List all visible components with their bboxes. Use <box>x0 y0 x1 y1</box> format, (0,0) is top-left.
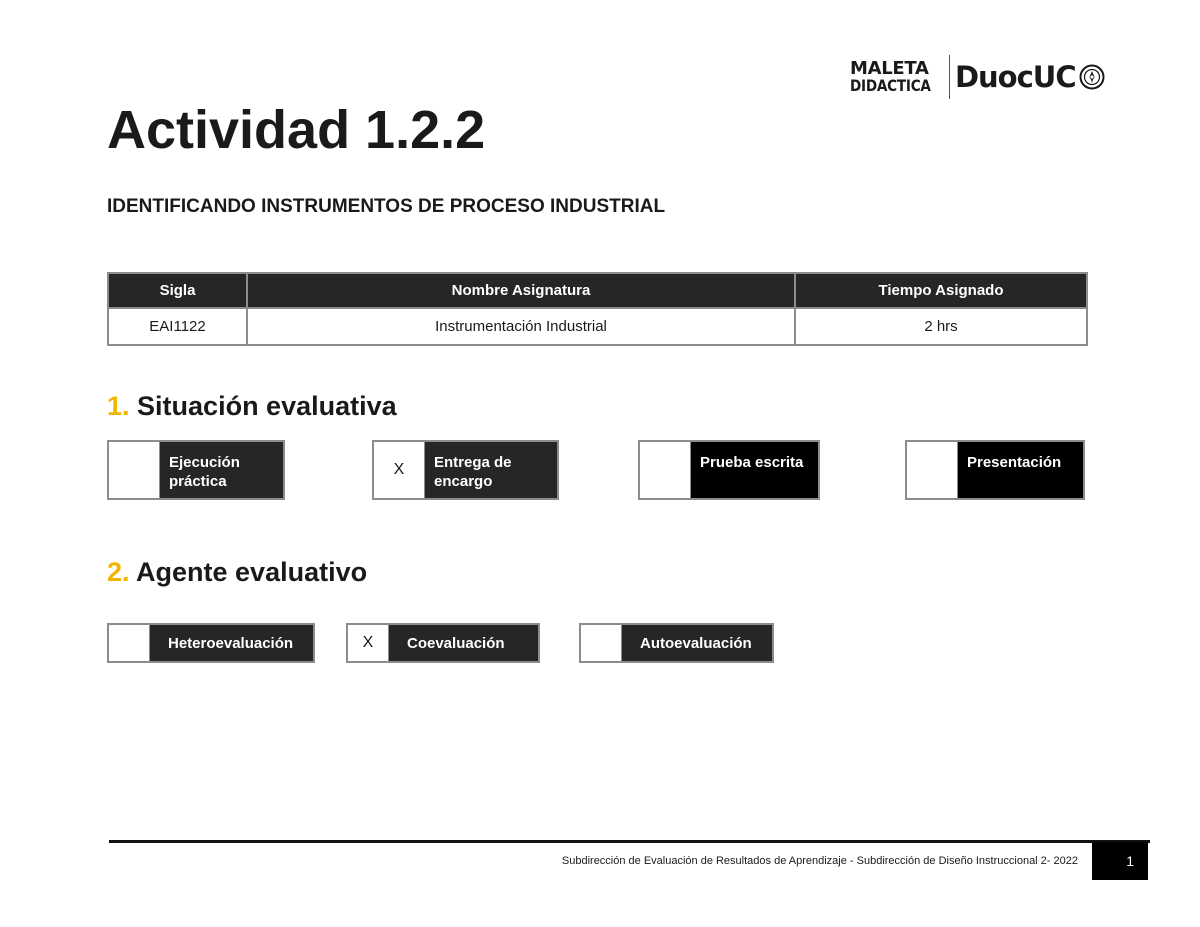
section-number: 1. <box>107 391 130 421</box>
option-label: Entrega de encargo <box>425 442 557 498</box>
header-tiempo-asignado: Tiempo Asignado <box>795 273 1087 308</box>
page-number: 1 <box>1092 842 1148 880</box>
cell-tiempo-asignado: 2 hrs <box>795 308 1087 345</box>
page-title: Actividad 1.2.2 <box>107 100 486 160</box>
option-prueba-escrita[interactable] <box>638 440 820 500</box>
header-sigla: Sigla <box>108 273 247 308</box>
logo-maleta-line1: MALETA <box>850 58 929 79</box>
course-info-table <box>107 272 1088 346</box>
option-checkbox[interactable]: X <box>348 625 389 661</box>
option-label: Autoevaluación <box>622 625 772 661</box>
option-label: Ejecución práctica <box>160 442 283 498</box>
section-title: Agente evaluativo <box>136 557 368 587</box>
option-presentacion[interactable] <box>905 440 1085 500</box>
section-situacion-evaluativa <box>107 390 397 422</box>
option-autoevaluacion[interactable] <box>579 623 774 663</box>
option-label: Prueba escrita <box>691 442 818 498</box>
header-nombre-asignatura: Nombre Asignatura <box>247 273 795 308</box>
duoc-logo <box>850 55 1105 99</box>
section-number: 2. <box>107 557 130 587</box>
footer-text: Subdirección de Evaluación de Resultados de Aprendizaje - Subdirección de Diseño Instruccional 2- 2022 <box>561 855 1078 867</box>
option-checkbox[interactable] <box>109 442 160 498</box>
option-checkbox[interactable] <box>109 625 150 661</box>
university-seal-icon <box>1079 63 1105 91</box>
option-label: Coevaluación <box>389 625 538 661</box>
option-coevaluacion[interactable] <box>346 623 540 663</box>
cell-nombre-asignatura: Instrumentación Industrial <box>247 308 795 345</box>
cell-sigla: EAI1122 <box>108 308 247 345</box>
logo-divider <box>949 55 950 99</box>
option-checkbox[interactable] <box>907 442 958 498</box>
option-checkbox[interactable] <box>581 625 622 661</box>
logo-brand: DuocUC <box>954 60 1076 94</box>
option-entrega-de-encargo[interactable] <box>372 440 559 500</box>
section-agente-evaluativo <box>107 556 367 588</box>
section-title: Situación evaluativa <box>137 391 397 421</box>
table-header-row <box>108 273 1087 308</box>
footer-divider <box>109 840 1150 843</box>
logo-maleta-line2: DIDACTICA <box>850 76 931 95</box>
option-label: Heteroevaluación <box>150 625 313 661</box>
option-heteroevaluacion[interactable] <box>107 623 315 663</box>
option-checkbox[interactable]: X <box>374 442 425 498</box>
option-ejecucion-practica[interactable] <box>107 440 285 500</box>
maleta-didactica-wordmark <box>850 60 945 94</box>
option-checkbox[interactable] <box>640 442 691 498</box>
option-label: Presentación <box>958 442 1083 498</box>
activity-subtitle: IDENTIFICANDO INSTRUMENTOS DE PROCESO INDUSTRIAL <box>107 196 666 217</box>
table-row <box>108 308 1087 345</box>
